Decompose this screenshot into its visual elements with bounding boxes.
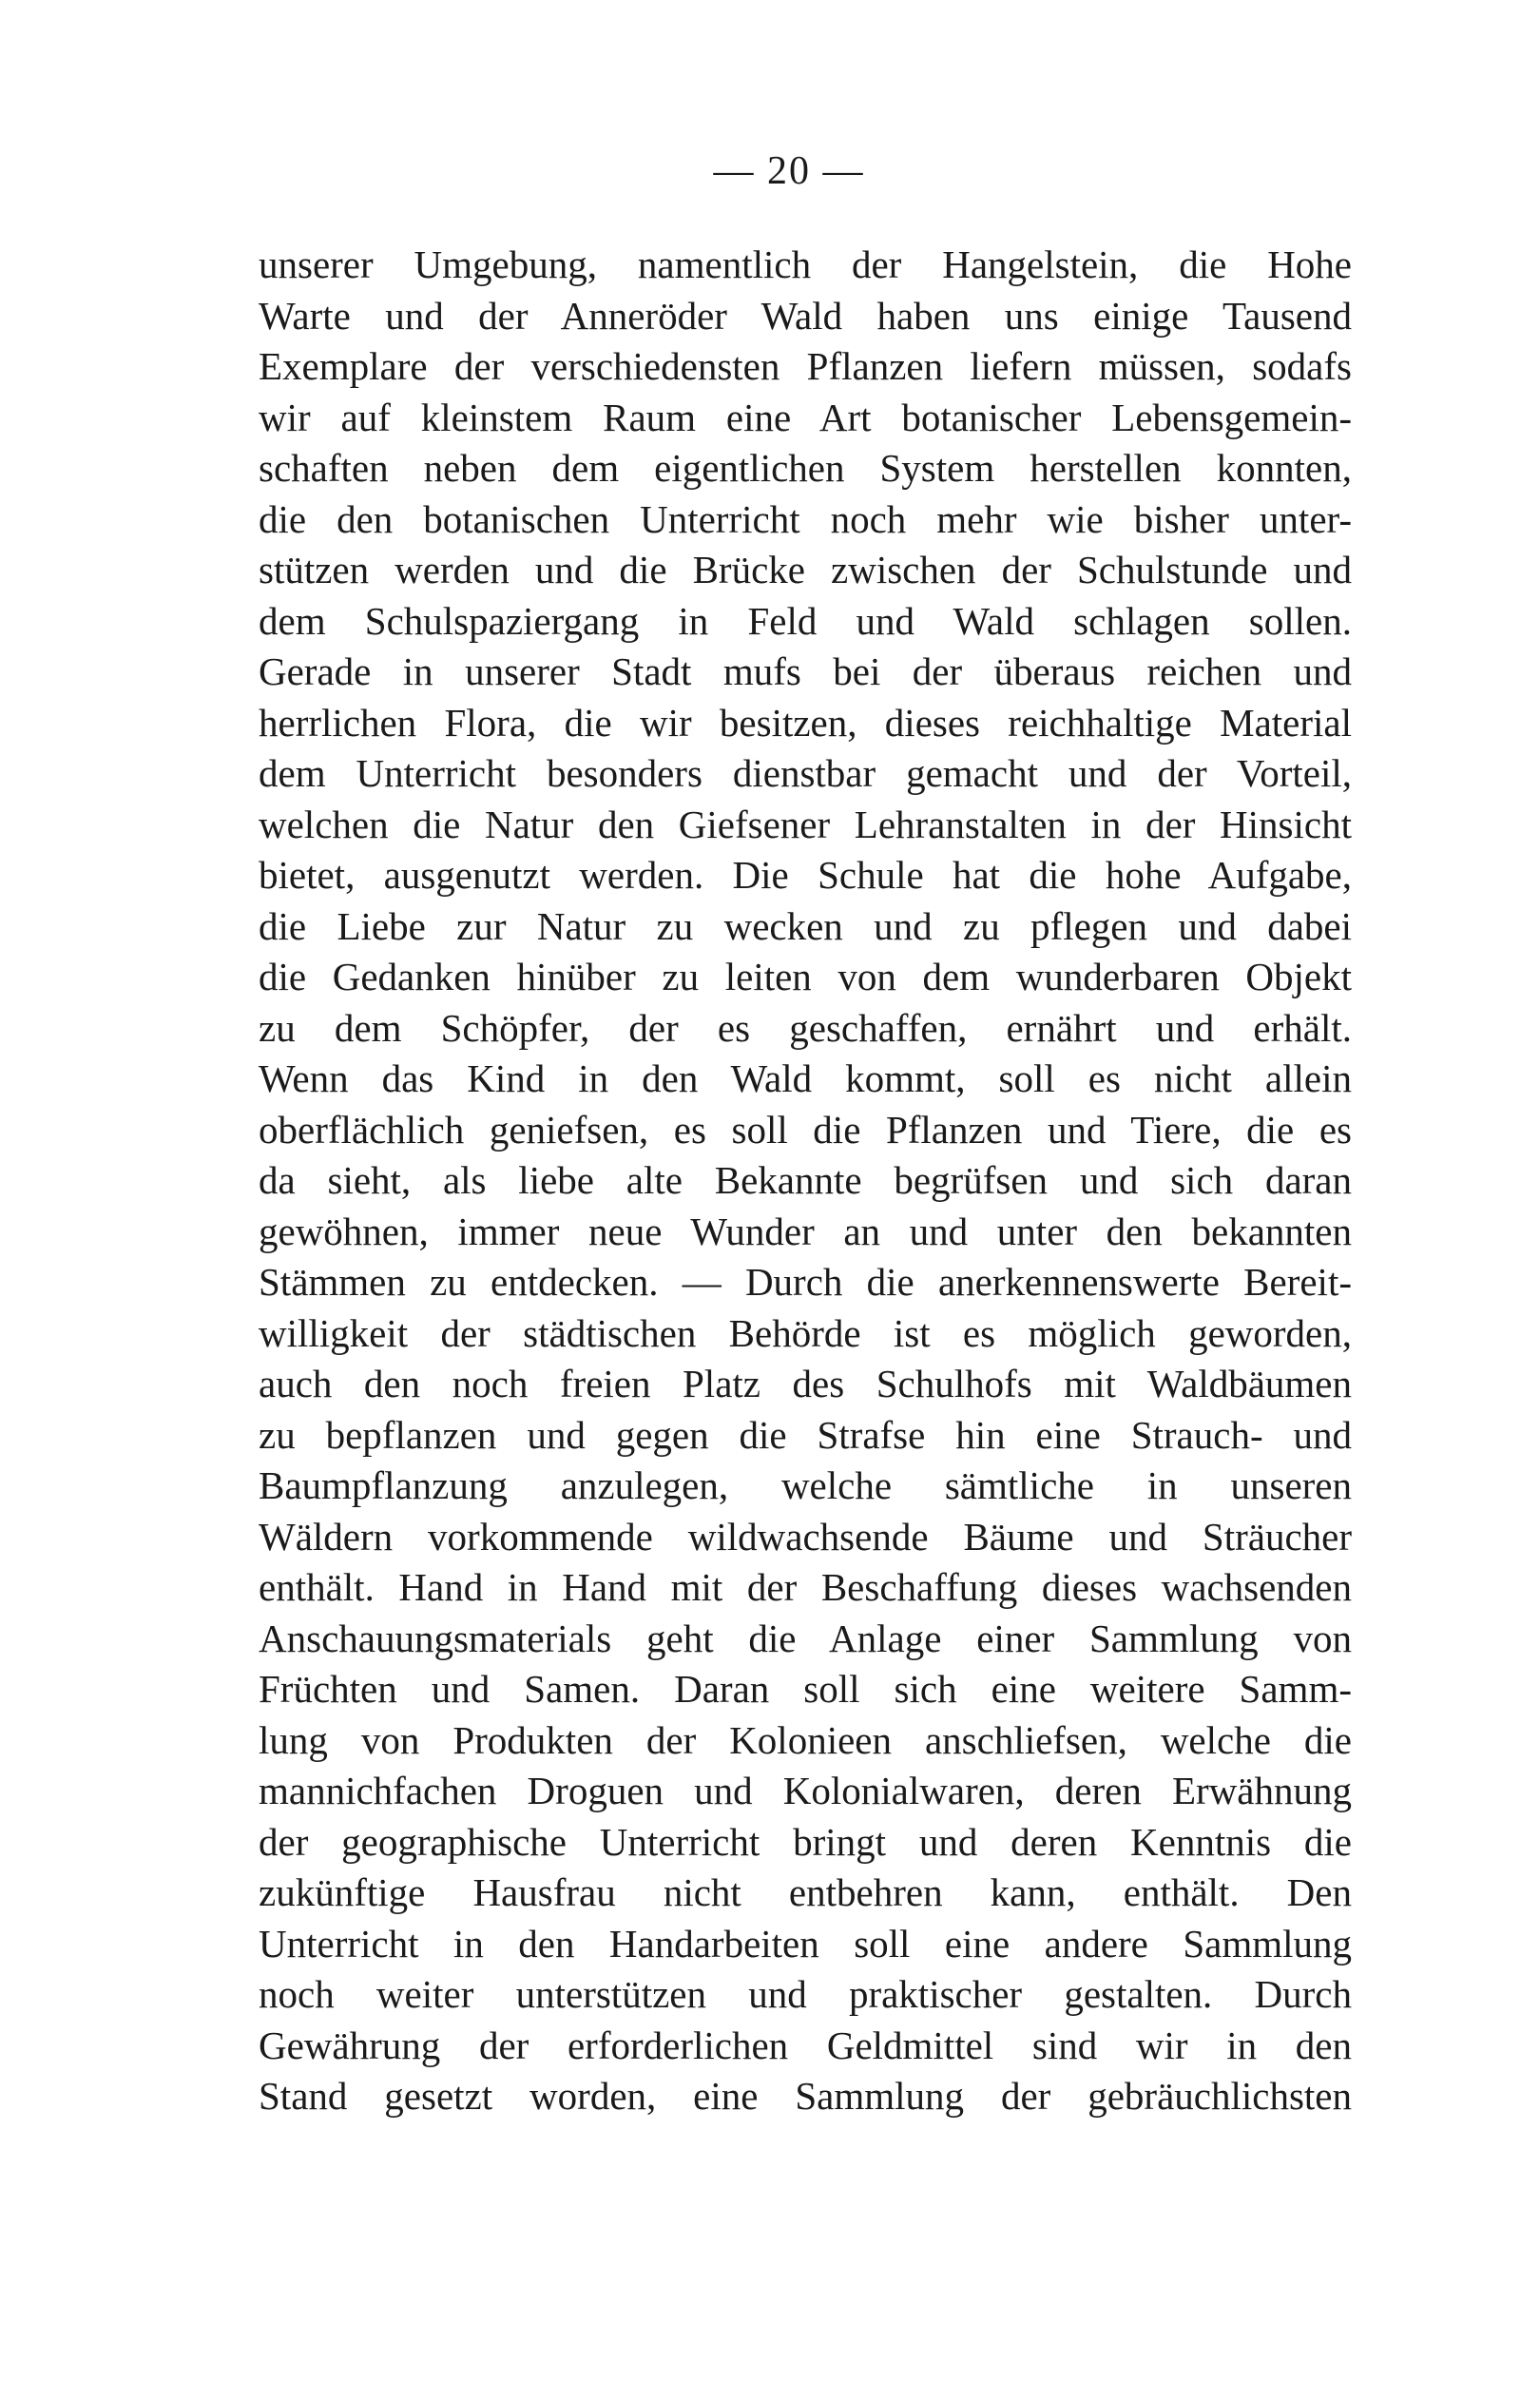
text-line: auch den noch freien Platz des Schulhofs mit Waldbäumen <box>259 1362 1352 1405</box>
body-text <box>259 240 1352 2122</box>
text-line: gewöhnen, immer neue Wunder an und unter den bekannten <box>259 1209 1352 1253</box>
text-line: herrlichen Flora, die wir besitzen, dieses reichhaltige Material <box>259 700 1352 745</box>
text-line: Anschauungsmaterials geht die Anlage einer Sammlung von <box>259 1616 1352 1660</box>
text-line: die den botanischen Unterricht noch mehr wie bisher unter- <box>259 496 1352 541</box>
text-line: Wenn das Kind in den Wald kommt, soll es nicht allein <box>259 1056 1352 1100</box>
text-line: Warte und der Anneröder Wald haben uns einige Tausend <box>259 293 1352 338</box>
text-line: zukünftige Hausfrau nicht entbehren kann, enthält. Den <box>259 1870 1352 1914</box>
text-line: bietet, ausgenutzt werden. Die Schule hat die hohe Aufgabe, <box>259 853 1352 897</box>
text-line: schaften neben dem eigentlichen System herstellen konnten, <box>259 446 1352 490</box>
text-line: lung von Produkten der Kolonieen anschliefsen, welche die <box>259 1717 1352 1762</box>
text-line: dem Schulspaziergang in Feld und Wald schlagen sollen. <box>259 598 1352 643</box>
text-line: Früchten und Samen. Daran soll sich eine weitere Samm- <box>259 1667 1352 1711</box>
text-line: Wäldern vorkommende wildwachsende Bäume und Sträucher <box>259 1514 1352 1559</box>
text-line: Gerade in unserer Stadt mufs bei der überaus reichen und <box>259 649 1352 693</box>
text-line: dem Unterricht besonders dienstbar gemacht und der Vorteil, <box>259 751 1352 795</box>
text-line: stützen werden und die Brücke zwischen der Schulstunde und <box>259 548 1352 591</box>
text-line: noch weiter unterstützen und praktischer gestalten. Durch <box>259 1972 1352 2016</box>
text-line: enthält. Hand in Hand mit der Beschaffung dieses wachsenden <box>259 1565 1352 1609</box>
text-line: mannichfachen Droguen und Kolonialwaren, deren Erwähnung <box>259 1769 1352 1812</box>
text-line: willigkeit der städtischen Behörde ist es möglich geworden, <box>259 1310 1352 1355</box>
text-line: Baumpflanzung anzulegen, welche sämtliche in unseren <box>259 1463 1352 1507</box>
text-line: da sieht, als liebe alte Bekannte begrüfsen und sich daran <box>259 1158 1352 1202</box>
text-line: Stämmen zu entdecken. — Durch die anerkennenswerte Bereit- <box>259 1260 1352 1304</box>
text-line: Exemplare der verschiedensten Pflanzen liefern müssen, sodafs <box>259 344 1352 388</box>
text-line: wir auf kleinstem Raum eine Art botanischer Lebensgemein- <box>259 395 1352 439</box>
page-number: — 20 — <box>713 149 865 193</box>
text-line: Stand gesetzt worden, eine Sammlung der gebräuchlichsten <box>259 2074 1352 2118</box>
text-line: die Gedanken hinüber zu leiten von dem wunderbaren Objekt <box>259 955 1352 998</box>
text-line: Gewährung der erforderlichen Geldmittel sind wir in den <box>259 2023 1352 2067</box>
text-line: welchen die Natur den Giefsener Lehranstalten in der Hinsicht <box>259 802 1352 846</box>
text-line: zu bepflanzen und gegen die Strafse hin eine Strauch- und <box>259 1412 1352 1457</box>
text-line: der geographische Unterricht bringt und deren Kenntnis die <box>259 1819 1352 1864</box>
text-line: zu dem Schöpfer, der es geschaffen, ernährt und erhält. <box>259 1005 1352 1050</box>
text-line: unserer Umgebung, namentlich der Hangelstein, die Hohe <box>259 242 1352 286</box>
text-line: oberflächlich geniefsen, es soll die Pflanzen und Tiere, die es <box>259 1107 1352 1152</box>
text-line: die Liebe zur Natur zu wecken und zu pflegen und dabei <box>259 903 1352 948</box>
text-line: Unterricht in den Handarbeiten soll eine andere Sammlung <box>259 1921 1352 1966</box>
